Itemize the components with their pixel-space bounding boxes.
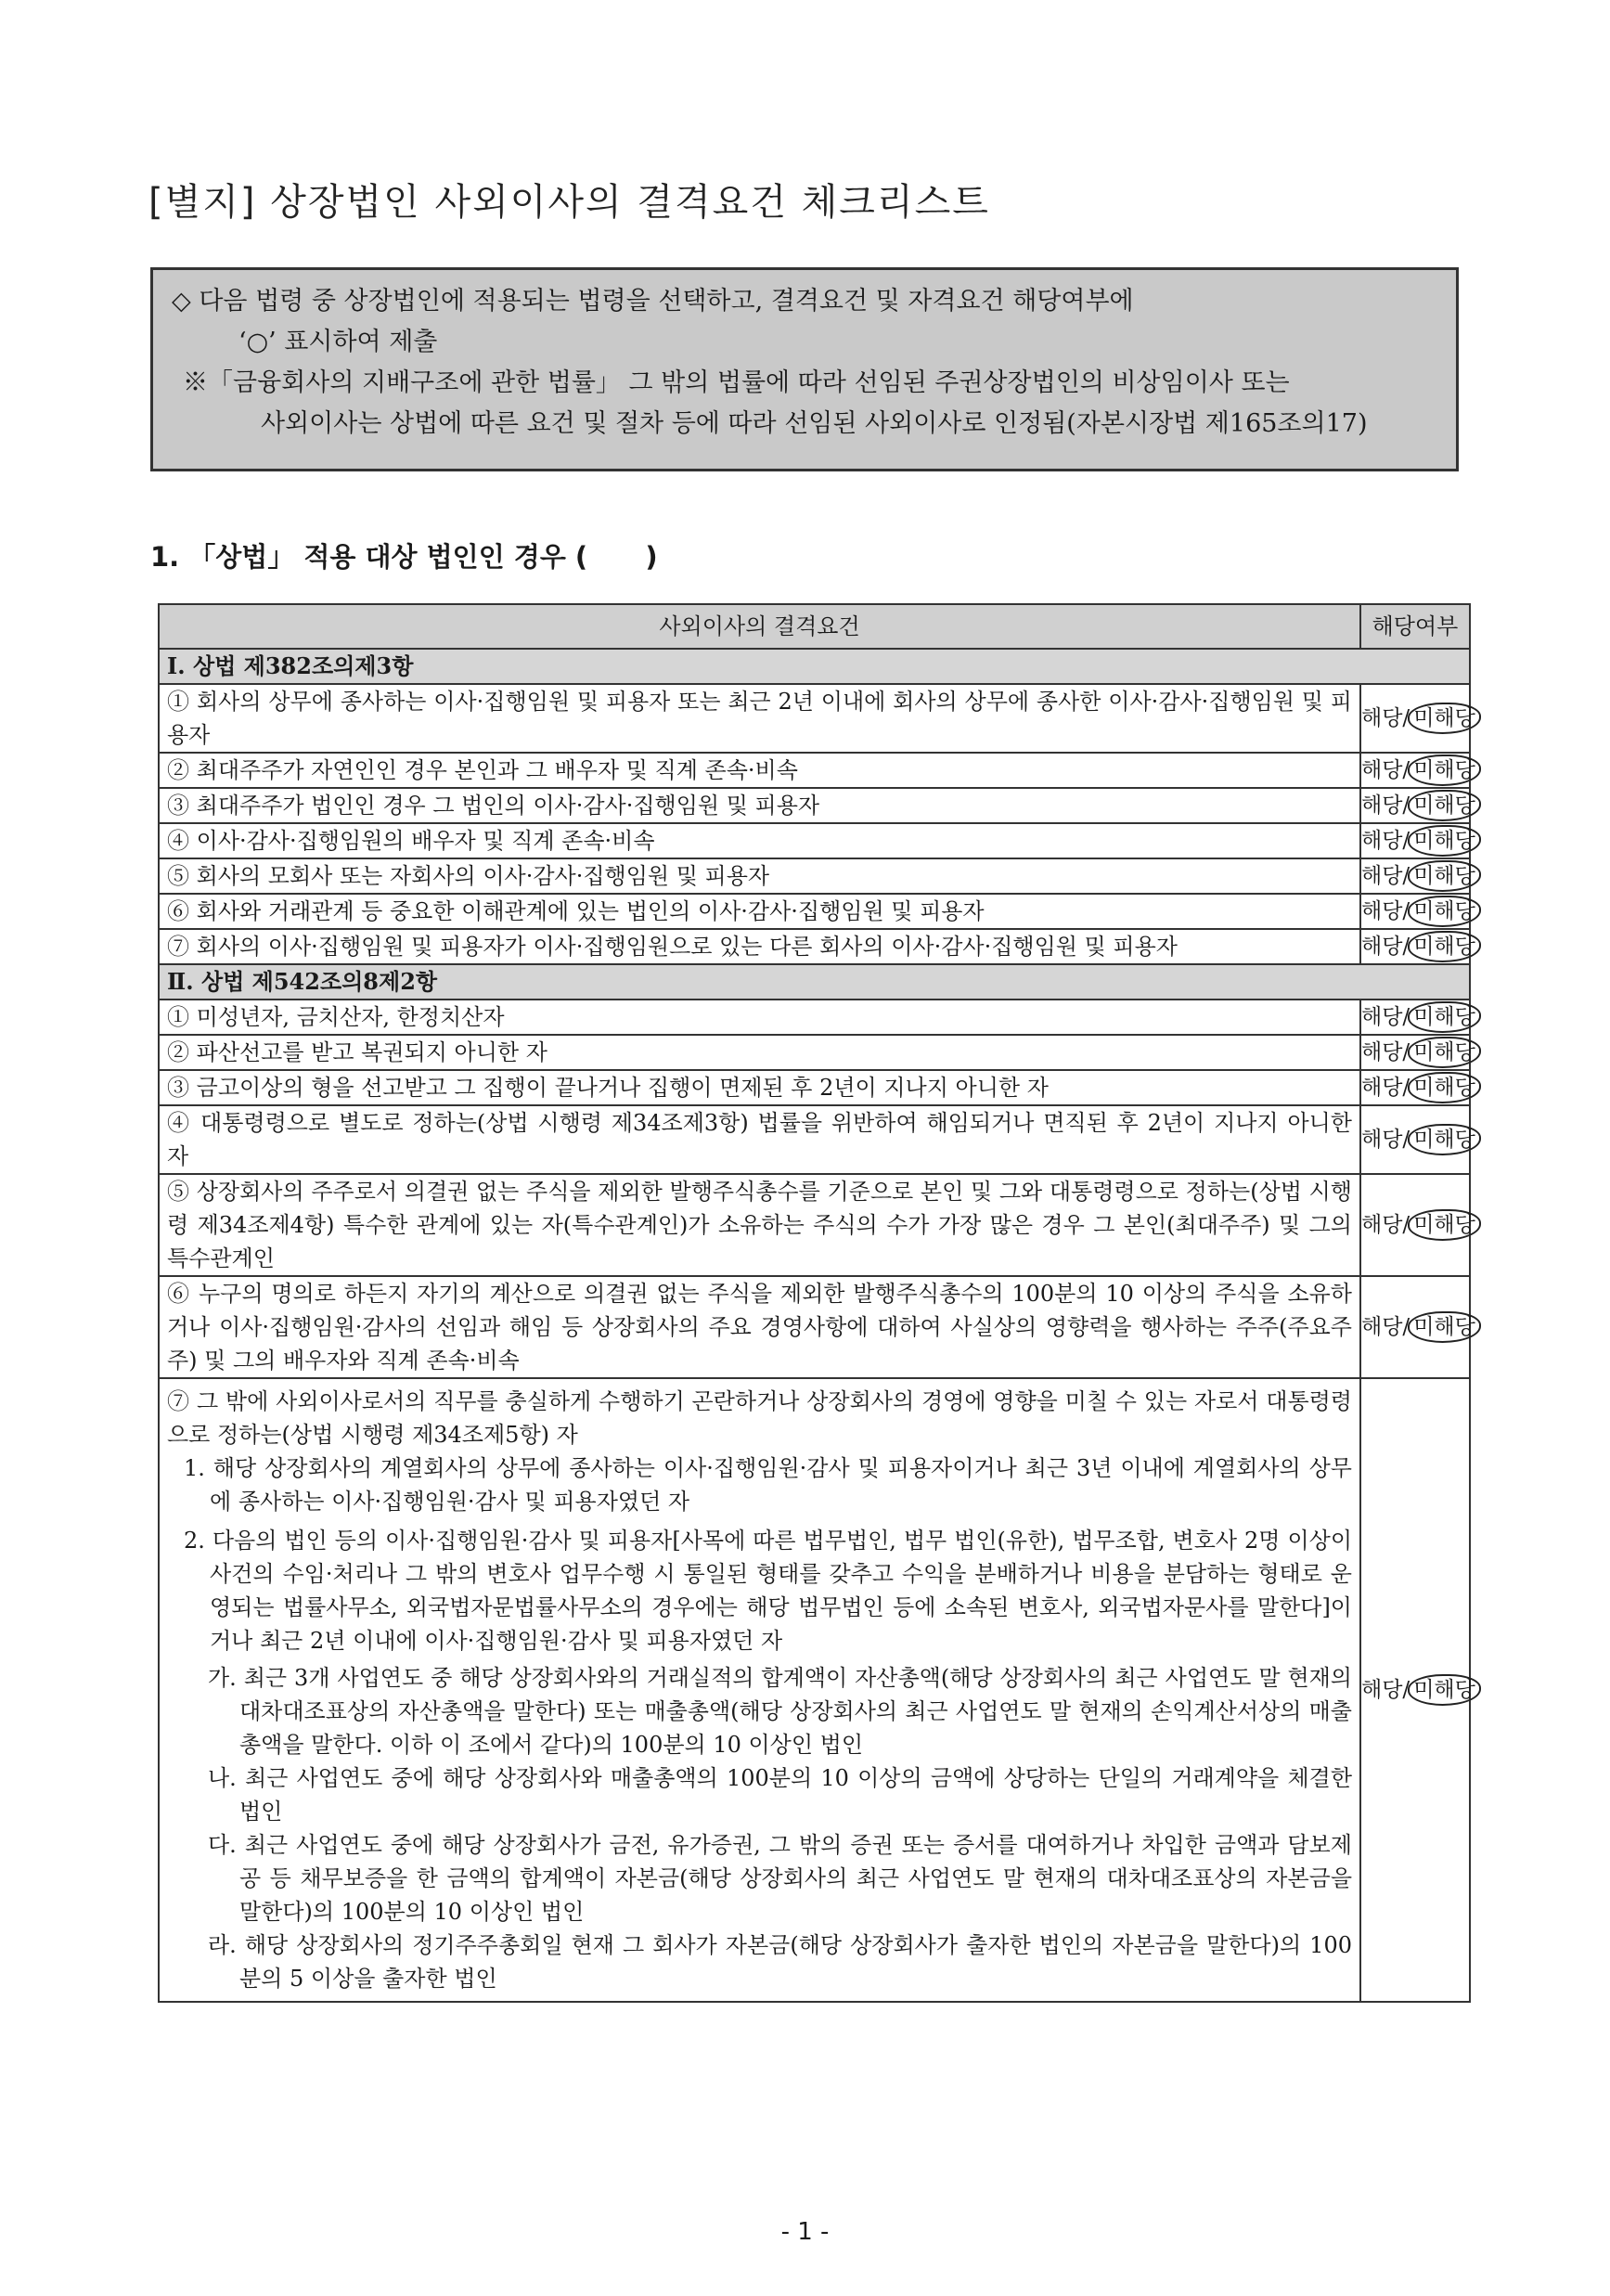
category-1: Ⅰ. 상법 제382조의제3항	[159, 649, 1470, 684]
status-no-circled: 미해당	[1408, 1072, 1481, 1103]
table-row	[159, 823, 1470, 858]
status-yes: 해당/	[1361, 1076, 1410, 1100]
requirement-text: ④ 이사·감사·집행임원의 배우자 및 직계 존속·비속	[159, 823, 1360, 858]
status-no-circled: 미해당	[1408, 790, 1481, 821]
requirement-text: ① 미성년자, 금치산자, 한정치산자	[159, 1000, 1360, 1035]
header-status: 해당여부	[1360, 604, 1470, 649]
status-yes: 해당/	[1361, 899, 1410, 923]
requirement-text: ② 최대주주가 자연인인 경우 본인과 그 배우자 및 직계 존속·비속	[159, 753, 1360, 788]
status-no-circled: 미해당	[1408, 931, 1481, 962]
status-no-circled: 미해당	[1408, 703, 1481, 734]
table-row	[159, 1070, 1470, 1105]
status-no-circled: 미해당	[1408, 825, 1481, 857]
table-row	[159, 753, 1470, 788]
status-no-circled: 미해당	[1408, 1124, 1481, 1155]
requirement-text: ① 회사의 상무에 종사하는 이사·집행임원 및 피용자 또는 최근 2년 이내에 회사의 상무에 종사한 이사·감사·집행임원 및 피용자	[159, 684, 1360, 753]
section-title-close: )	[645, 541, 658, 573]
status-no-circled: 미해당	[1408, 755, 1481, 786]
requirement-text: ⑥ 회사와 거래관계 등 중요한 이해관계에 있는 법인의 이사·감사·집행임원 및 피용자	[159, 894, 1360, 929]
table-row	[159, 894, 1470, 929]
item7-sub2: 2. 다음의 법인 등의 이사·집행임원·감사 및 피용자[사목에 따른 법무법인, 법무 법인(유한), 법무조합, 변호사 2명 이상이 사건의 수임·처리나 그 밖의 변호사 업무수행 시 통일된 형태를 갖추고 수익을 분배하거나 비용을 분담하는 형태로 운영되는 법률사무소, 외국법자문법률사무소의 경우에는 해당 법무법인 등에 소속된 변호사, 외국법자문사를 말한다]이거나 최근 2년 이내에 이사·집행임원·감사 및 피용자였던 자	[184, 1528, 1352, 1654]
status-yes: 해당/	[1361, 864, 1410, 888]
status-cell[interactable]	[1360, 1035, 1475, 1070]
status-yes: 해당/	[1361, 1040, 1410, 1064]
status-cell[interactable]	[1360, 1378, 1475, 2002]
requirement-text: ⑤ 상장회사의 주주로서 의결권 없는 주식을 제외한 발행주식총수를 기준으로 본인 및 그와 대통령령으로 정하는(상법 시행령 제34조제4항) 특수한 관계에 있는 자(특수관계인)가 소유하는 주식의 수가 가장 많은 경우 그 본인(최대주주) 및 그의 특수관계인	[159, 1174, 1360, 1276]
status-cell[interactable]	[1360, 823, 1475, 858]
item7-sub1: 1. 해당 상장회사의 계열회사의 상무에 종사하는 이사·집행임원·감사 및 피용자이거나 최근 3년 이내에 계열회사의 상무에 종사하는 이사·집행임원·감사 및 피용자였던 자	[184, 1455, 1352, 1515]
checklist-table	[158, 603, 1475, 2003]
requirement-text-item7	[159, 1378, 1360, 2002]
status-cell[interactable]	[1360, 894, 1475, 929]
notice-line-2: ‘○’ 표시하여 제출	[238, 328, 438, 356]
notice-note-1: ※「금융회사의 지배구조에 관한 법률」 그 밖의 법률에 따라 선임된 주권상장법인의 비상임이사 또는	[183, 368, 1290, 397]
status-cell[interactable]	[1360, 929, 1475, 964]
status-cell[interactable]	[1360, 753, 1475, 788]
status-cell[interactable]	[1360, 1105, 1475, 1174]
requirement-text: ③ 금고이상의 형을 선고받고 그 집행이 끝나거나 집행이 면제된 후 2년이 지나지 아니한 자	[159, 1070, 1360, 1105]
status-cell[interactable]	[1360, 1174, 1475, 1276]
item7-intro: ⑦ 그 밖에 사외이사로서의 직무를 충실하게 수행하기 곤란하거나 상장회사의 경영에 영향을 미칠 수 있는 자로서 대통령령으로 정하는(상법 시행령 제34조제5항) 자	[167, 1388, 1352, 1448]
status-yes: 해당/	[1361, 1128, 1410, 1152]
requirement-text: ⑤ 회사의 모회사 또는 자회사의 이사·감사·집행임원 및 피용자	[159, 858, 1360, 894]
page-number: - 1 -	[780, 2218, 830, 2246]
status-yes: 해당/	[1361, 1678, 1410, 1702]
status-no-circled: 미해당	[1408, 1674, 1481, 1706]
requirement-text: ⑦ 회사의 이사·집행임원 및 피용자가 이사·집행임원으로 있는 다른 회사의 이사·감사·집행임원 및 피용자	[159, 929, 1360, 964]
table-row	[159, 1378, 1470, 2002]
notice-box	[150, 267, 1459, 471]
section-title	[150, 536, 658, 574]
requirement-text: ④ 대통령령으로 별도로 정하는(상법 시행령 제34조제3항) 법률을 위반하여 해임되거나 면직된 후 2년이 지나지 아니한 자	[159, 1105, 1360, 1174]
table-row	[159, 929, 1470, 964]
table-row	[159, 788, 1470, 823]
status-no-circled: 미해당	[1408, 1209, 1481, 1241]
status-yes: 해당/	[1361, 829, 1410, 853]
requirement-text: ⑥ 누구의 명의로 하든지 자기의 계산으로 의결권 없는 주식을 제외한 발행주식총수의 100분의 10 이상의 주식을 소유하거나 이사·집행임원·감사의 선임과 해임 등 상장회사의 주요 경영사항에 대하여 사실상의 영향력을 행사하는 주주(주요주주) 및 그의 배우자와 직계 존속·비속	[159, 1276, 1360, 1378]
table-row	[159, 1276, 1470, 1378]
requirement-text: ② 파산선고를 받고 복권되지 아니한 자	[159, 1035, 1360, 1070]
table-row	[159, 684, 1470, 753]
status-cell[interactable]	[1360, 788, 1475, 823]
status-yes: 해당/	[1361, 1315, 1410, 1339]
requirement-text: ③ 최대주주가 법인인 경우 그 법인의 이사·감사·집행임원 및 피용자	[159, 788, 1360, 823]
notice-note-2: 사외이사는 상법에 따른 요건 및 절차 등에 따라 선임된 사외이사로 인정됨(자본시장법 제165조의17)	[261, 409, 1368, 438]
status-cell[interactable]	[1360, 1276, 1475, 1378]
item7-ra: 라. 해당 상장회사의 정기주주총회일 현재 그 회사가 자본금(해당 상장회사가 출자한 법인의 자본금을 말한다)의 100분의 5 이상을 출자한 법인	[208, 1932, 1352, 1992]
status-yes: 해당/	[1361, 793, 1410, 818]
status-no-circled: 미해당	[1408, 1311, 1481, 1343]
status-no-circled: 미해당	[1408, 896, 1481, 927]
table-row	[159, 858, 1470, 894]
status-yes: 해당/	[1361, 706, 1410, 730]
table-row	[159, 1105, 1470, 1174]
table-row	[159, 1174, 1470, 1276]
page-title: [별지] 상장법인 사외이사의 결격요건 체크리스트	[148, 181, 990, 224]
status-yes: 해당/	[1361, 935, 1410, 959]
item7-na: 나. 최근 사업연도 중에 해당 상장회사와 매출총액의 100분의 10 이상의 금액에 상당하는 단일의 거래계약을 체결한 법인	[208, 1765, 1352, 1825]
status-cell[interactable]	[1360, 1000, 1475, 1035]
status-yes: 해당/	[1361, 758, 1410, 782]
category-2: Ⅱ. 상법 제542조의8제2항	[159, 964, 1470, 1000]
status-cell[interactable]	[1360, 1070, 1475, 1105]
table-row	[159, 1035, 1470, 1070]
status-yes: 해당/	[1361, 1213, 1410, 1237]
notice-line-1: ◇ 다음 법령 중 상장법인에 적용되는 법령을 선택하고, 결격요건 및 자격요건 해당여부에	[172, 287, 1134, 316]
table-row	[159, 1000, 1470, 1035]
header-requirement: 사외이사의 결격요건	[159, 604, 1360, 649]
status-cell[interactable]	[1360, 858, 1475, 894]
status-no-circled: 미해당	[1408, 1037, 1481, 1068]
item7-da: 다. 최근 사업연도 중에 해당 상장회사가 금전, 유가증권, 그 밖의 증권 또는 증서를 대여하거나 차입한 금액과 담보제공 등 채무보증을 한 금액의 합계액이 자본금(해당 상장회사의 최근 사업연도 말 현재의 대차대조표상의 자본금을 말한다)의 100분의 10 이상인 법인	[208, 1832, 1352, 1925]
status-no-circled: 미해당	[1408, 860, 1481, 892]
status-no-circled: 미해당	[1408, 1001, 1481, 1033]
status-yes: 해당/	[1361, 1005, 1410, 1029]
item7-ga: 가. 최근 3개 사업연도 중 해당 상장회사와의 거래실적의 합계액이 자산총액(해당 상장회사의 최근 사업연도 말 현재의 대차대조표상의 자산총액을 말한다) 또는 매출총액(해당 상장회사의 최근 사업연도 말 현재의 손익계산서상의 매출총액을 말한다. 이하 이 조에서 같다)의 100분의 10 이상인 법인	[208, 1665, 1352, 1758]
status-cell[interactable]	[1360, 684, 1475, 753]
section-title-text: 1. 「상법」 적용 대상 법인인 경우 (	[150, 541, 588, 573]
